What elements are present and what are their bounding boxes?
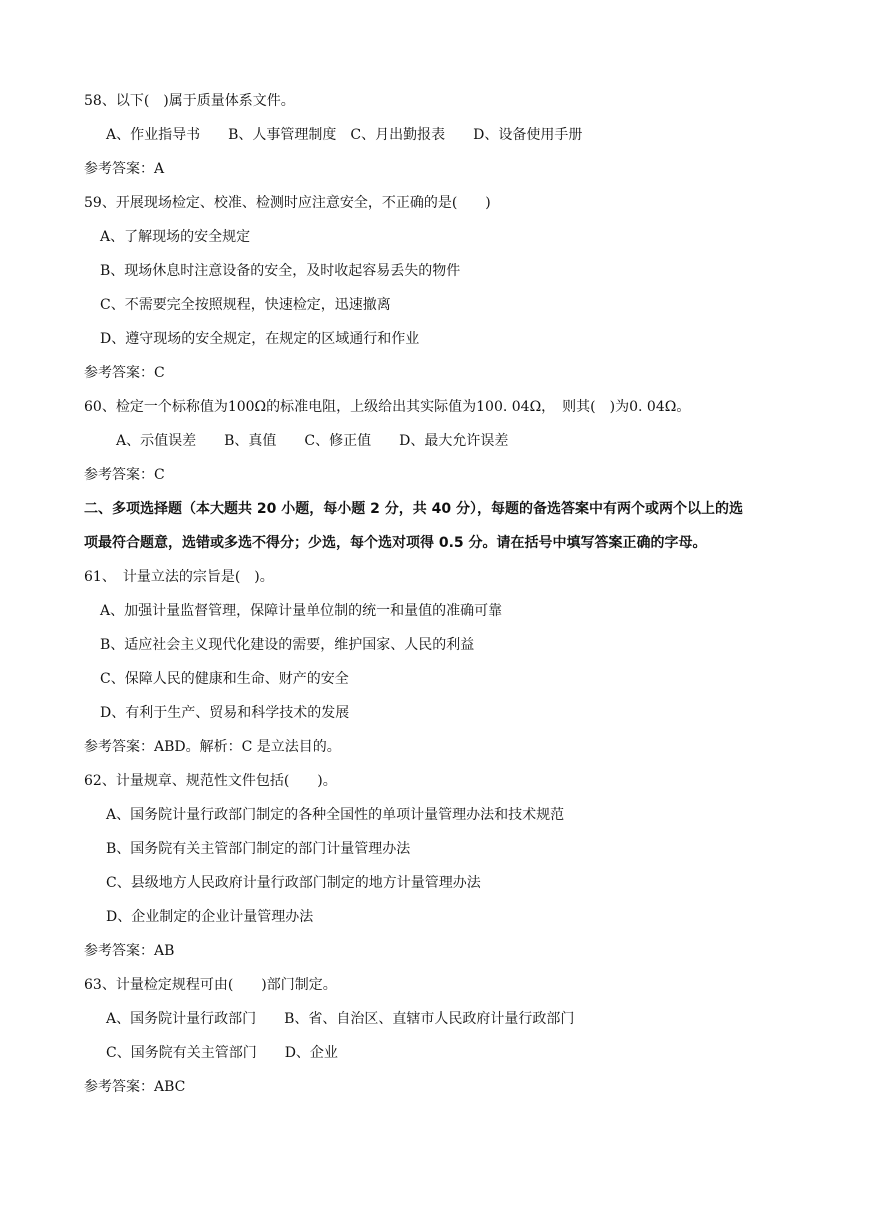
q62-option-a: A、国务院计量行政部门制定的各种全国性的单项计量管理办法和技术规范 <box>106 807 565 823</box>
question-63: 63、计量检定规程可由( )部门制定。 <box>84 977 337 993</box>
q61-option-b: B、适应社会主义现代化建设的需要，维护国家、人民的利益 <box>100 637 475 653</box>
question-61: 61、 计量立法的宗旨是( )。 <box>84 569 274 585</box>
q59-answer: 参考答案：C <box>84 365 165 381</box>
q62-option-d: D、企业制定的企业计量管理办法 <box>106 909 314 925</box>
q59-option-a: A、了解现场的安全规定 <box>100 229 251 245</box>
q63-answer: 参考答案：ABC <box>84 1079 186 1095</box>
q58-answer: 参考答案：A <box>84 161 165 177</box>
q59-option-c: C、不需要完全按照规程，快速检定，迅速撤离 <box>100 297 391 313</box>
section-heading-line-1: 二、多项选择题（本大题共 20 小题，每小题 2 分，共 40 分），每题的备选答案中有两个或两个以上的选 <box>84 501 743 517</box>
q61-option-a: A、加强计量监督管理，保障计量单位制的统一和量值的准确可靠 <box>100 603 503 619</box>
q59-option-d: D、遵守现场的安全规定，在规定的区域通行和作业 <box>100 331 420 347</box>
question-58: 58、以下( )属于质量体系文件。 <box>84 93 295 109</box>
q62-answer: 参考答案：AB <box>84 943 175 959</box>
q60-answer: 参考答案：C <box>84 467 165 483</box>
q63-options-ab: A、国务院计量行政部门 B、省、自治区、直辖市人民政府计量行政部门 <box>106 1011 575 1027</box>
section-heading-line-2: 项最符合题意，选错或多选不得分；少选，每个选对项得 0.5 分。请在括号中填写答案正确的字母。 <box>84 535 707 551</box>
q61-option-c: C、保障人民的健康和生命、财产的安全 <box>100 671 349 687</box>
question-60: 60、检定一个标称值为100Ω的标准电阻，上级给出其实际值为100. 04Ω， 则其( )为0. 04Ω。 <box>84 399 691 415</box>
question-62: 62、计量规章、规范性文件包括( )。 <box>84 773 337 789</box>
q58-options: A、作业指导书 B、人事管理制度 C、月出勤报表 D、设备使用手册 <box>106 127 583 143</box>
q63-options-cd: C、国务院有关主管部门 D、企业 <box>106 1045 338 1061</box>
q59-option-b: B、现场休息时注意设备的安全，及时收起容易丢失的物件 <box>100 263 461 279</box>
question-59: 59、开展现场检定、校准、检测时应注意安全，不正确的是( ) <box>84 195 491 211</box>
q62-option-b: B、国务院有关主管部门制定的部门计量管理办法 <box>106 841 411 857</box>
q61-option-d: D、有利于生产、贸易和科学技术的发展 <box>100 705 350 721</box>
q61-answer: 参考答案：ABD。解析：C 是立法目的。 <box>84 739 341 755</box>
q60-options: A、示值误差 B、真值 C、修正值 D、最大允许误差 <box>116 433 509 449</box>
q62-option-c: C、县级地方人民政府计量行政部门制定的地方计量管理办法 <box>106 875 481 891</box>
